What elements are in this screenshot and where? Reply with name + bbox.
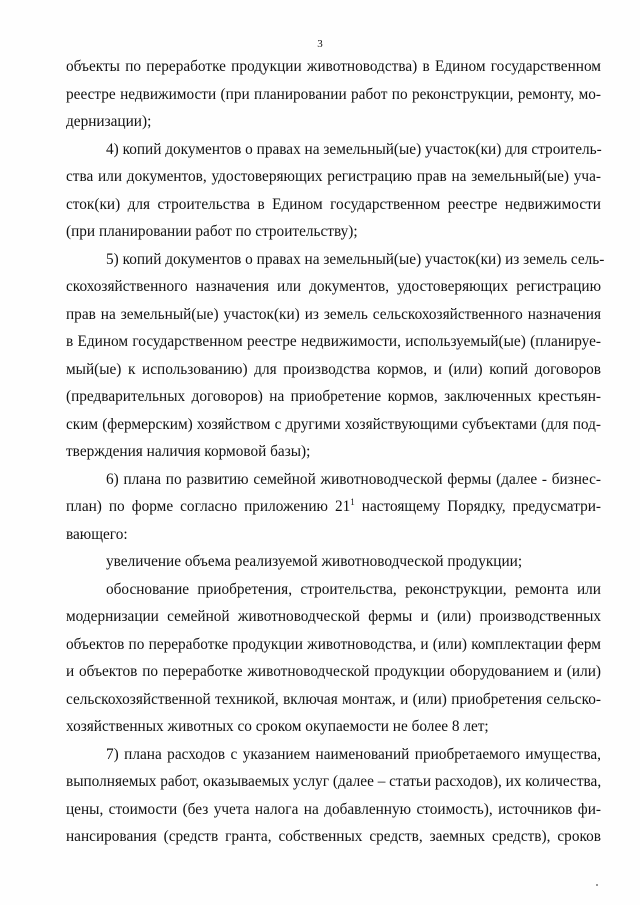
text-line: ства или документов, удостоверяющих регистрацию прав на земельный(ые) уча- [66, 168, 601, 185]
text-line: (предварительных договоров) на приобретение кормов, заключенных крестьян- [66, 388, 601, 405]
text-line: хозяйственных животных со сроком окупаемости не более 8 лет; [66, 718, 489, 735]
scan-dot [596, 884, 598, 886]
text-line: обоснование приобретения, строительства, реконструкции, ремонта или [106, 581, 601, 598]
text-segment: настоящему Порядку, предусматри- [354, 498, 601, 515]
text-line: объектов по переработке продукции животноводства, и (или) комплектации ферм [66, 636, 601, 653]
text-line: ским (фермерским) хозяйством с другими хозяйствующими субъектами (для под- [66, 416, 601, 433]
text-line: дернизации); [66, 113, 152, 130]
paragraph-4-start: 4) копий документов о правах на земельный(ые) участок(ки) для строитель- [106, 141, 602, 158]
paragraph-5-start: 5) копий документов о правах на земельный(ые) участок(ки) из земель сель- [106, 251, 605, 268]
text-line: прав на земельный(ые) участок(ки) из земель сельскохозяйственного назначения [66, 306, 601, 323]
text-line: объекты по переработке продукции животноводства) в Едином государственном [66, 58, 601, 75]
page-number: 3 [317, 38, 323, 50]
text-line: сток(ки) для строительства в Едином государственном реестре недвижимости [66, 196, 601, 213]
text-line: выполняемых работ, оказываемых услуг (далее – статьи расходов), их количества, [66, 773, 602, 790]
text-line: сельскохозяйственной техникой, включая монтаж, и (или) приобретения сельско- [66, 691, 601, 708]
text-line: вающего: [66, 526, 128, 543]
text-line: цены, стоимости (без учета налога на добавленную стоимость), источников фи- [66, 801, 601, 818]
text-line: модернизации семейной животноводческой фермы и (или) производственных [66, 608, 601, 625]
text-line: (при планировании работ по строительству); [66, 223, 358, 240]
paragraph-6-start: 6) плана по развитию семейной животноводческой фермы (далее - бизнес- [106, 471, 601, 488]
text-line: скохозяйственного назначения или документов, удостоверяющих регистрацию [66, 278, 601, 295]
text-line: и объектов по переработке животноводческой продукции оборудованием и (или) [66, 663, 601, 680]
superscript: 1 [350, 496, 355, 507]
text-line: реестре недвижимости (при планировании работ по реконструкции, ремонту, мо- [66, 86, 601, 103]
text-line: в Едином государственном реестре недвижимости, используемый(ые) (планируе- [66, 333, 601, 350]
text-line-with-superscript [66, 496, 601, 517]
text-line: тверждения наличия кормовой базы); [66, 443, 311, 460]
text-segment: план) по форме согласно приложению 21 [66, 498, 351, 515]
paragraph-7-start: 7) плана расходов с указанием наименований приобретаемого имущества, [106, 746, 601, 763]
text-line: мый(ые) к использованию) для производства кормов, и (или) копий договоров [66, 361, 601, 378]
text-line: увеличение объема реализуемой животноводческой продукции; [106, 553, 523, 570]
text-line: нансирования (средств гранта, собственных средств, заемных средств), сроков [66, 828, 601, 845]
